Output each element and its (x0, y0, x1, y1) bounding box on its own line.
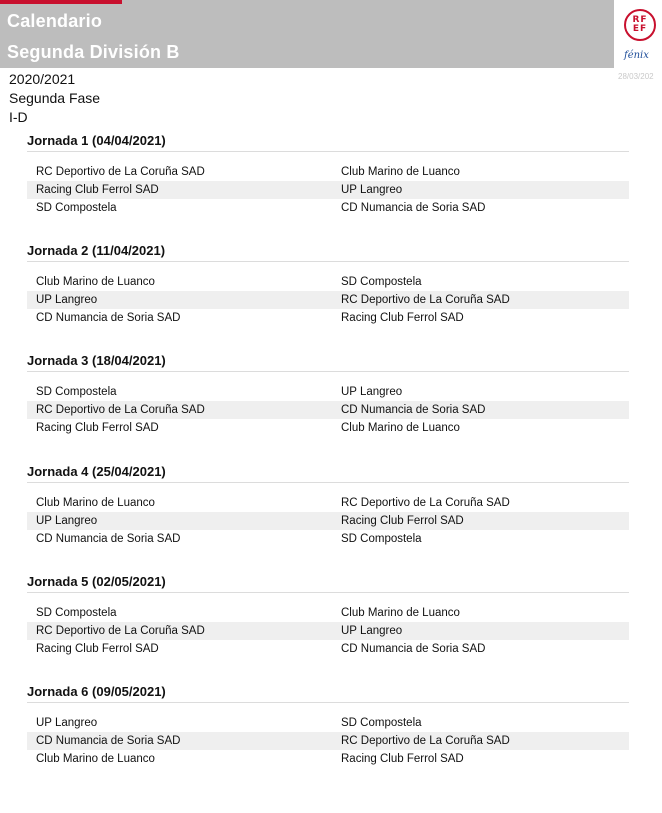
home-team: Racing Club Ferrol SAD (36, 422, 159, 434)
match-row (27, 494, 629, 512)
home-team: RC Deportivo de La Coruña SAD (36, 166, 205, 178)
away-team: CD Numancia de Soria SAD (341, 643, 486, 655)
match-row (27, 530, 629, 548)
away-team: UP Langreo (341, 625, 403, 637)
match-row (27, 181, 629, 199)
jornada-block (27, 572, 629, 658)
header-accent-line (0, 0, 122, 4)
away-team: RC Deportivo de La Coruña SAD (341, 497, 510, 509)
home-team: Racing Club Ferrol SAD (36, 643, 159, 655)
away-team: RC Deportivo de La Coruña SAD (341, 294, 510, 306)
away-team: SD Compostela (341, 533, 422, 545)
jornada-block (27, 241, 629, 327)
home-team: CD Numancia de Soria SAD (36, 312, 181, 324)
home-team: Club Marino de Luanco (36, 497, 155, 509)
match-row (27, 309, 629, 327)
group-label: I-D (9, 109, 28, 125)
home-team: RC Deportivo de La Coruña SAD (36, 625, 205, 637)
page-title: Calendario (7, 11, 103, 31)
match-row (27, 714, 629, 732)
home-team: SD Compostela (36, 202, 117, 214)
jornada-title: Jornada 3 (18/04/2021) (27, 351, 629, 372)
jornada-title: Jornada 5 (02/05/2021) (27, 572, 629, 593)
match-row (27, 163, 629, 181)
away-team: UP Langreo (341, 386, 403, 398)
season-label: 2020/2021 (9, 71, 76, 87)
away-team: SD Compostela (341, 276, 422, 288)
rfef-logo (614, 0, 662, 68)
jornada-block (27, 682, 629, 768)
home-team: CD Numancia de Soria SAD (36, 735, 181, 747)
home-team: UP Langreo (36, 717, 98, 729)
away-team: UP Langreo (341, 184, 403, 196)
home-team: Club Marino de Luanco (36, 753, 155, 765)
match-row (27, 750, 629, 768)
jornada-block (27, 131, 629, 217)
match-row (27, 732, 629, 750)
away-team: SD Compostela (341, 717, 422, 729)
jornada-title: Jornada 2 (11/04/2021) (27, 241, 629, 262)
away-team: Racing Club Ferrol SAD (341, 515, 464, 527)
match-row (27, 383, 629, 401)
home-team: SD Compostela (36, 386, 117, 398)
match-row (27, 512, 629, 530)
home-team: Racing Club Ferrol SAD (36, 184, 159, 196)
match-row (27, 401, 629, 419)
away-team: Racing Club Ferrol SAD (341, 312, 464, 324)
match-row (27, 199, 629, 217)
jornada-block (27, 462, 629, 548)
phase-label: Segunda Fase (9, 90, 101, 106)
jornada-title: Jornada 1 (04/04/2021) (27, 131, 629, 152)
match-row (27, 640, 629, 658)
print-date: 28/03/202 (618, 72, 654, 81)
home-team: Club Marino de Luanco (36, 276, 155, 288)
jornada-title: Jornada 4 (25/04/2021) (27, 462, 629, 483)
rfef-crest-icon (624, 9, 656, 41)
away-team: Club Marino de Luanco (341, 422, 460, 434)
match-row (27, 622, 629, 640)
away-team: RC Deportivo de La Coruña SAD (341, 735, 510, 747)
page-header (0, 0, 662, 68)
away-team: Club Marino de Luanco (341, 166, 460, 178)
match-row (27, 273, 629, 291)
logo-subtext: fénix (624, 50, 649, 61)
away-team: CD Numancia de Soria SAD (341, 202, 486, 214)
logo-letters: RF EF (632, 15, 648, 34)
away-team: Racing Club Ferrol SAD (341, 753, 464, 765)
home-team: SD Compostela (36, 607, 117, 619)
jornada-title: Jornada 6 (09/05/2021) (27, 682, 629, 703)
match-row (27, 419, 629, 437)
home-team: UP Langreo (36, 294, 98, 306)
match-row (27, 291, 629, 309)
home-team: RC Deportivo de La Coruña SAD (36, 404, 205, 416)
jornada-block (27, 351, 629, 437)
away-team: Club Marino de Luanco (341, 607, 460, 619)
home-team: UP Langreo (36, 515, 98, 527)
page-subtitle: Segunda División B (7, 42, 180, 62)
match-row (27, 604, 629, 622)
away-team: CD Numancia de Soria SAD (341, 404, 486, 416)
home-team: CD Numancia de Soria SAD (36, 533, 181, 545)
